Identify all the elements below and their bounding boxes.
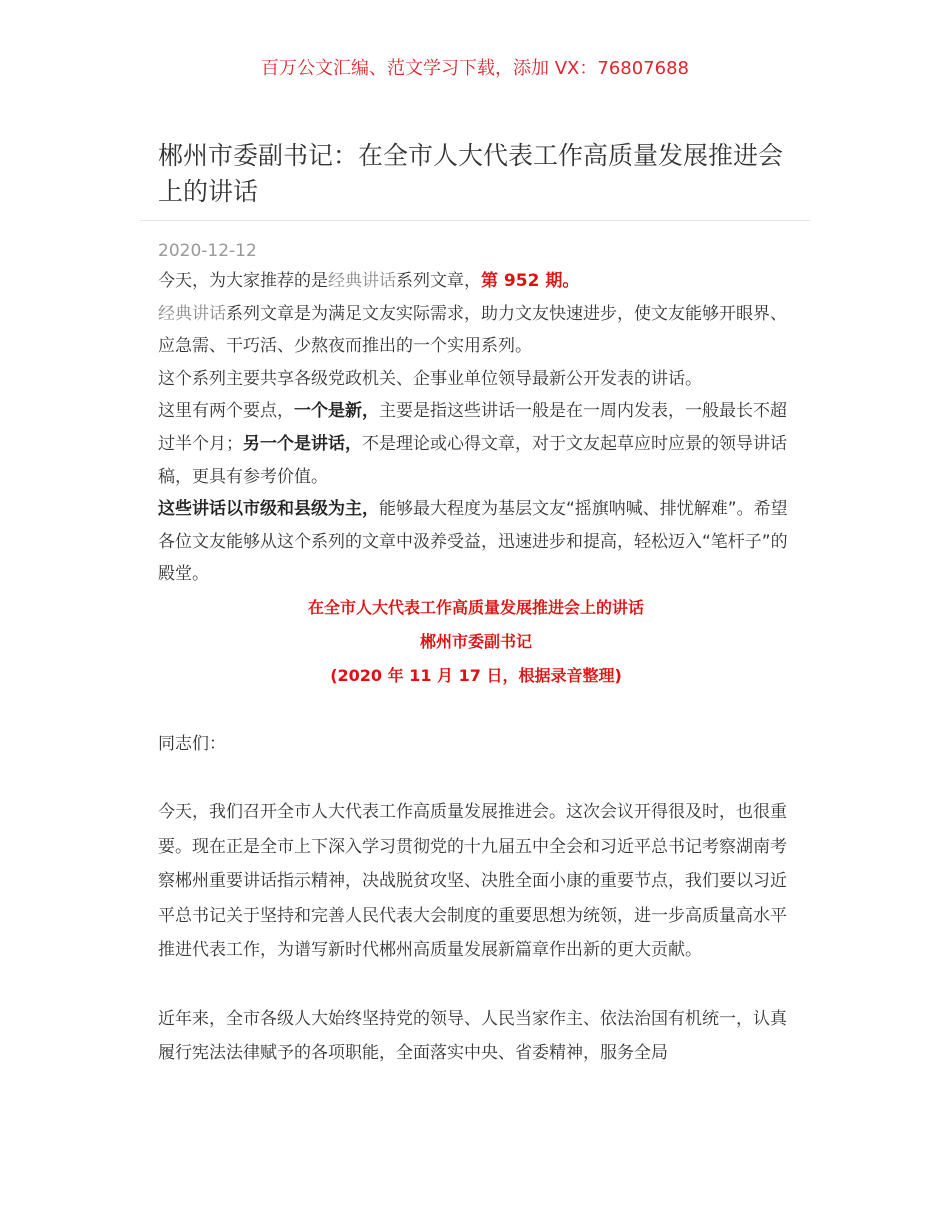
intro-text: 能够最大程度为基层文友“摇旗呐喊、排忧解难”。希望各位文友能够从这个系列的文章中汲养受益，迅速进步和提高，轻松迈入“笔杆子”的殿堂。 (158, 499, 788, 585)
intro-paragraph-4 (158, 395, 794, 493)
spacer (158, 761, 794, 795)
intro-paragraph-3: 这个系列主要共享各级党政机关、企事业单位领导最新公开发表的讲话。 (158, 368, 702, 389)
issue-number: 第 952 期。 (481, 271, 580, 291)
speech-title: 在全市人大代表工作高质量发展推进会上的讲话 (307, 597, 644, 617)
intro-text: 不是理论或心得文章，对于文友起草应时应景的领导讲话稿，更具有参考价值。 (158, 433, 787, 487)
spacer (158, 693, 794, 727)
title-divider (140, 220, 810, 221)
speech-note: (2020 年 11 月 17 日，根据录音整理) (330, 665, 622, 685)
salutation: 同志们： (158, 733, 226, 754)
intro-text: 系列文章是为满足文友实际需求，助力文友快速进步，使文友能够开眼界、应急需、干巧活、少熬夜而推出的一个实用系列。 (158, 303, 787, 357)
body-paragraph-1: 今天，我们召开全市人大代表工作高质量发展推进会。这次会议开得很及时，也很重要。现在正是全市上下深入学习贯彻党的十九届五中全会和习近平总书记考察湖南考察郴州重要讲话指示精神，决战脱贫攻坚、决胜全面小康的重要节点，我们要以习近平总书记关于坚持和完善人民代表大会制度的重要思想为统领，进一步高质量高水平推进代表工作，为谱写新时代郴州高质量发展新篇章作出新的更大贡献。 (158, 802, 787, 961)
key-point-1: 一个是新， (294, 401, 379, 422)
article-content (158, 265, 794, 1071)
intro-paragraph-1 (158, 265, 794, 298)
body-paragraph-2: 近年来，全市各级人大始终坚持党的领导、人民当家作主、依法治国有机统一，认真履行宪法法律赋予的各项职能，全面落实中央、省委精神，服务全局 (158, 1008, 787, 1064)
article-date: 2020-12-12 (158, 241, 257, 261)
intro-paragraph-5 (158, 493, 794, 591)
intro-text: 今天，为大家推荐的是 (158, 271, 328, 291)
intro-text: 这里有两个要点， (158, 401, 294, 422)
article-title: 郴州市委副书记：在全市人大代表工作高质量发展推进会上的讲话 (158, 141, 784, 206)
intro-text: 系列文章， (396, 271, 481, 291)
intro-text: 主要是指这些讲话一般是在一周内发表，一般最长不超过半个月； (158, 401, 787, 454)
series-name: 经典讲话 (328, 271, 396, 291)
series-name: 经典讲话 (158, 303, 226, 324)
key-point-2: 另一个是讲话， (243, 433, 362, 454)
key-point-3: 这些讲话以市级和县级为主， (158, 499, 379, 520)
intro-paragraph-2 (158, 298, 794, 363)
spacer (158, 968, 794, 1002)
watermark-banner: 百万公文汇编、范文学习下载，添加 VX：76807688 (261, 58, 689, 79)
speech-speaker: 郴州市委副书记 (419, 631, 532, 651)
